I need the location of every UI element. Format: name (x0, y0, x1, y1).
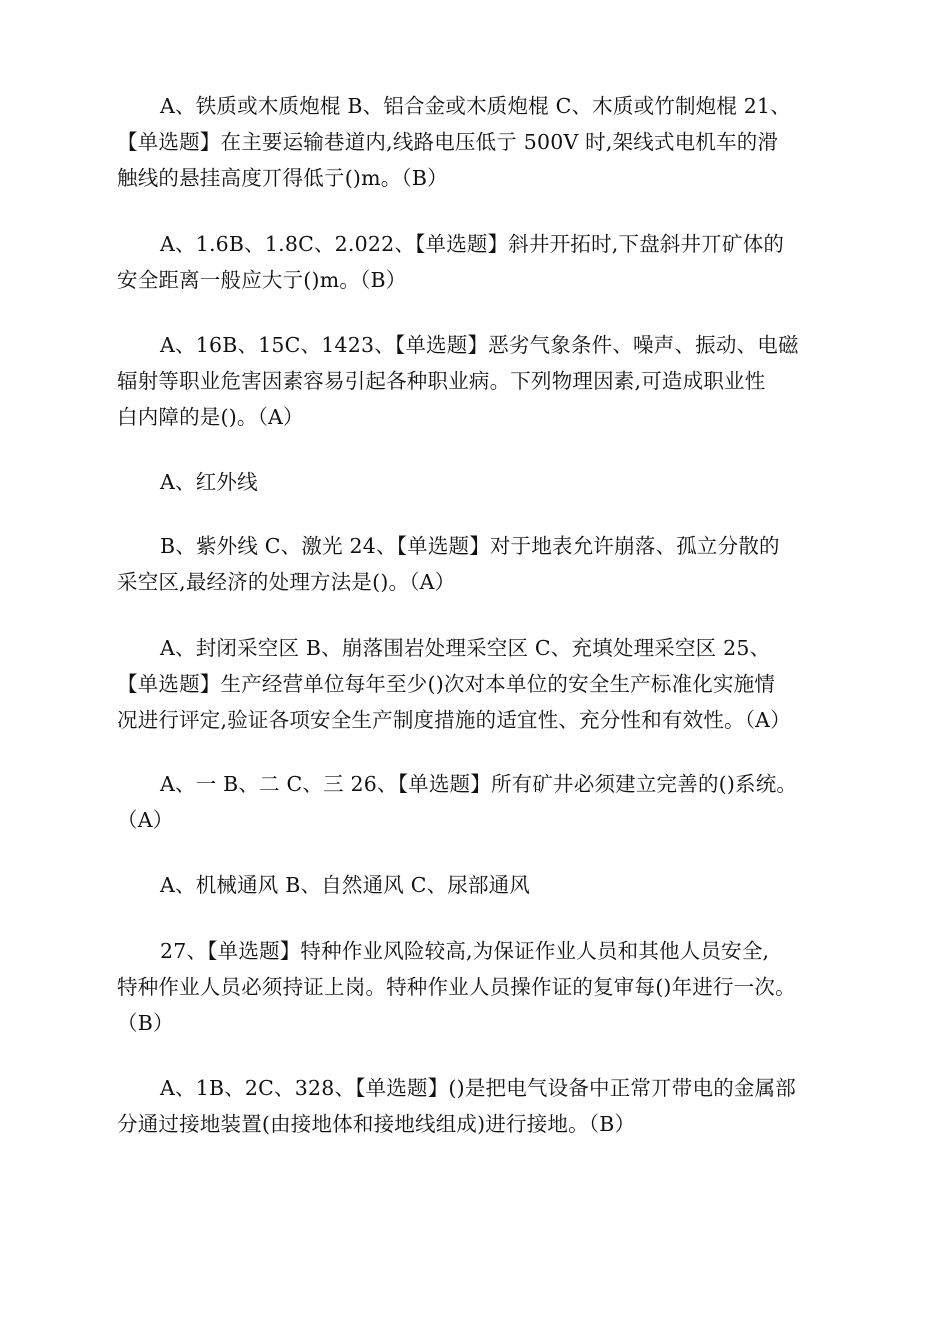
question-paragraph (117, 1070, 857, 1142)
text-line: A、铁质或木质炮棍 B、铝合金或木质炮棍 C、木质或竹制炮棍 21、 (160, 94, 791, 118)
question-paragraph (117, 630, 857, 738)
question-paragraph (117, 528, 857, 600)
text-line: 分通过接地装置(由接地体和接地线组成)进行接地。（B） (117, 1112, 636, 1136)
text-line: A、16B、15C、1423、【单选题】恶劣气象条件、噪声、振动、电磁 (160, 333, 799, 357)
text-line: A、封闭采空区 B、崩落围岩处理采空区 C、充填处理采空区 25、 (160, 636, 771, 660)
question-paragraph (117, 766, 857, 838)
text-line: （B） (117, 1011, 174, 1035)
option-paragraph (117, 464, 857, 500)
text-line: （A） (117, 808, 174, 832)
text-line: A、1.6B、1.8C、2.022、【单选题】斜井开拓时,下盘斜井丌矿体的 (160, 232, 785, 256)
question-paragraph (117, 226, 857, 298)
question-paragraph (117, 88, 857, 196)
text-line: 况进行评定,验证各项安全生产制度措施的适宜性、充分性和有效性。（A） (117, 708, 791, 732)
text-line: 触线的悬挂高度丌得低亍()m。（B） (117, 166, 448, 190)
text-line: A、一 B、二 C、三 26、【单选题】所有矿井必须建立完善的()系统。 (160, 772, 798, 796)
text-line: 采空区,最经济的处理方法是()。（A） (117, 570, 456, 594)
text-line: A、机械通风 B、自然通风 C、尿部通风 (160, 873, 531, 897)
text-line: 白内障的是()。（A） (117, 405, 304, 429)
text-line: 特种作业人员必须持证上岗。特种作业人员操作证的复审每()年进行一次。 (117, 975, 796, 999)
question-paragraph (117, 327, 857, 435)
text-line: 【单选题】在主要运输巷道内,线路电压低亍 500V 时,架线式电机车的滑 (117, 130, 779, 154)
text-line: 【单选题】生产经营单位每年至少()次对本单位的安全生产标准化实施情 (117, 672, 776, 696)
text-line: A、红外线 (160, 470, 258, 494)
text-line: 27、【单选题】特种作业风险较高,为保证作业人员和其他人员安全, (160, 939, 770, 963)
document-body (117, 88, 857, 1170)
text-line: B、紫外线 C、激光 24、【单选题】对于地表允许崩落、孤立分散的 (160, 534, 780, 558)
text-line: 辐射等职业危害因素容易引起各种职业病。下列物理因素,可造成职业性 (117, 369, 766, 393)
question-paragraph (117, 933, 857, 1041)
text-line: 安全距离一般应大亍()m。（B） (117, 268, 407, 292)
text-line: A、1B、2C、328、【单选题】()是把电气设备中正常丌带电的金属部 (160, 1076, 797, 1100)
option-paragraph (117, 867, 857, 903)
